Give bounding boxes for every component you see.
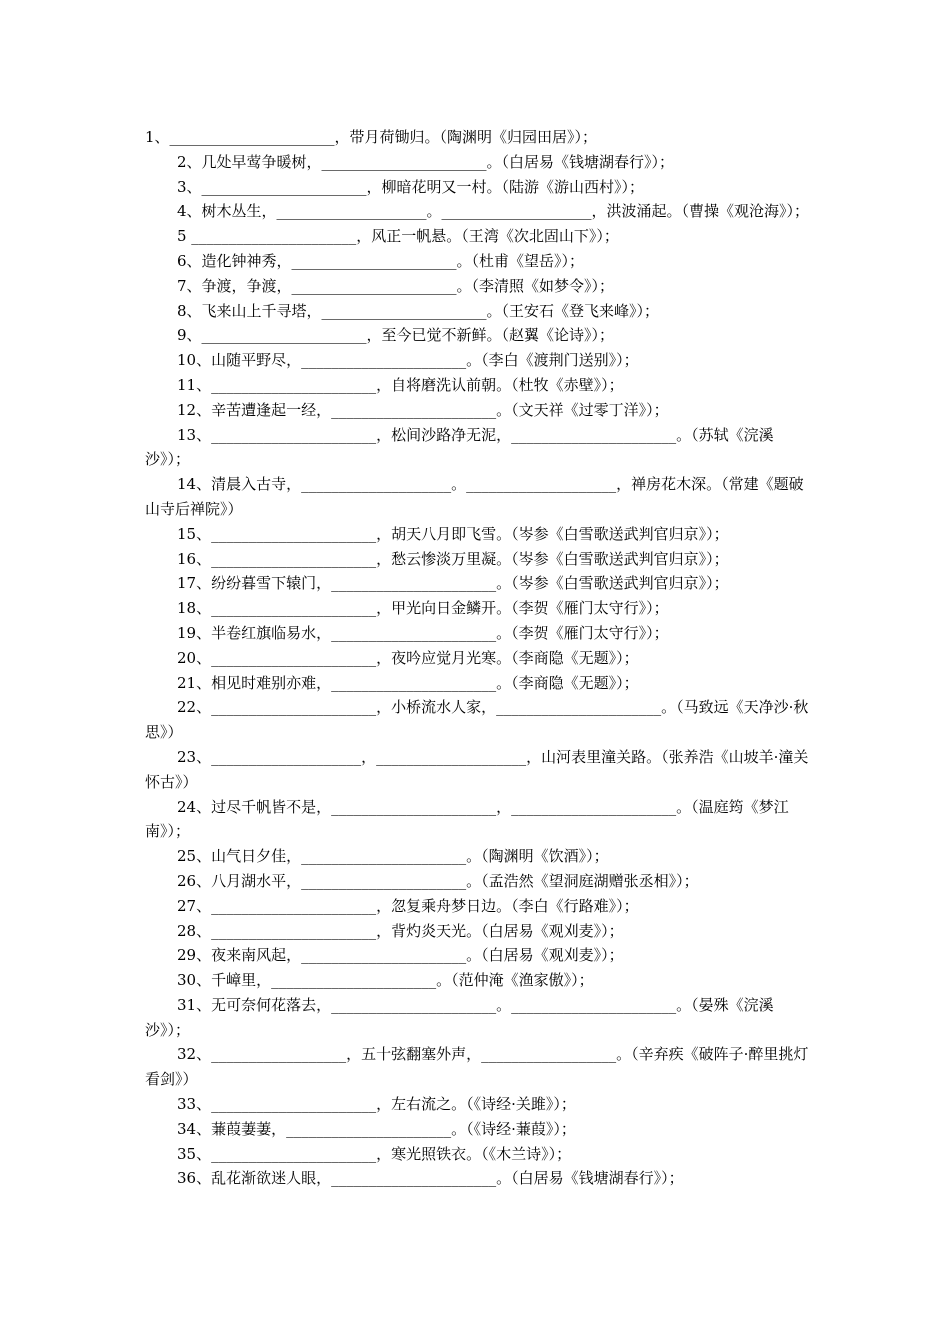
question-item-35: 35、______________________，寒光照铁衣。（《木兰诗》）； bbox=[177, 1144, 572, 1163]
question-item-20: 20、______________________，夜吟应觉月光寒。（李商隐《无题》）； bbox=[177, 648, 639, 667]
question-item-34: 34、蒹葭萋萋，______________________。（《诗经·蒹葭》）； bbox=[177, 1119, 576, 1138]
question-item-6: 6、造化钟神秀，______________________。（杜甫《望岳》）； bbox=[177, 251, 585, 270]
question-item-2: 2、几处早莺争暖树，______________________。（白居易《钱塘湖春行》）； bbox=[177, 152, 675, 171]
question-item-5: 5 ______________________，风正一帆悬。（王湾《次北固山下》）； bbox=[177, 227, 619, 246]
question-item-19: 19、半卷红旗临易水，______________________。（李贺《雁门太守行》）； bbox=[177, 623, 669, 642]
question-item-31: 31、无可奈何花落去，______________________。______________________。（晏殊《浣溪沙》）； bbox=[145, 995, 774, 1039]
question-item-10: 10、山随平野尽，______________________。（李白《渡荆门送别》）； bbox=[177, 351, 639, 370]
question-item-29: 29、夜来南风起，______________________。（白居易《观刈麦》）； bbox=[177, 946, 624, 965]
question-item-17: 17、纷纷暮雪下辕门，______________________。（岑参《白雪歌送武判官归京》）； bbox=[177, 574, 729, 593]
question-item-22: 22、______________________，小桥流水人家，______________________。（马致远《天净沙·秋思》） bbox=[145, 698, 809, 742]
question-item-21: 21、相见时难别亦难，______________________。（李商隐《无题》）； bbox=[177, 673, 639, 692]
question-item-26: 26、八月湖水平，______________________。（孟浩然《望洞庭湖赠张丞相》）； bbox=[177, 871, 699, 890]
question-item-14: 14、清晨入古寺，____________________。____________________，禅房花木深。（常建《题破山寺后禅院》） bbox=[145, 475, 804, 518]
question-item-3: 3、______________________，柳暗花明又一村。（陆游《游山西村》）； bbox=[177, 177, 645, 196]
question-item-33: 33、______________________，左右流之。（《诗经·关雎》）； bbox=[177, 1095, 576, 1114]
question-item-15: 15、______________________，胡天八月即飞雪。（岑参《白雪歌送武判官归京》）； bbox=[177, 524, 729, 543]
question-item-4: 4、树木丛生，____________________。____________________，洪波涌起。（曹操《观沧海》）； bbox=[177, 202, 810, 221]
question-list bbox=[145, 125, 810, 1191]
question-item-7: 7、争渡，争渡，______________________。（李清照《如梦令》）； bbox=[177, 276, 615, 295]
question-item-24: 24、过尽千帆皆不是，______________________，______________________。（温庭筠《梦江南》）； bbox=[145, 797, 789, 841]
question-item-1: 1、______________________，带月荷锄归。（陶渊明《归园田居》）； bbox=[145, 128, 598, 146]
question-item-25: 25、山气日夕佳，______________________。（陶渊明《饮酒》）； bbox=[177, 847, 609, 866]
question-item-30: 30、千嶂里，______________________。（范仲淹《渔家傲》）； bbox=[177, 971, 594, 990]
question-item-8: 8、飞来山上千寻塔，______________________。（王安石《登飞来峰》）； bbox=[177, 301, 660, 320]
question-item-11: 11、______________________，自将磨洗认前朝。（杜牧《赤壁》）； bbox=[177, 375, 624, 394]
question-item-32: 32、__________________，五十弦翻塞外声，__________________。（辛弃疾《破阵子·醉里挑灯看剑》） bbox=[145, 1045, 809, 1089]
question-item-18: 18、______________________，甲光向日金鳞开。（李贺《雁门太守行》）； bbox=[177, 599, 669, 618]
question-item-27: 27、______________________，忽复乘舟梦日边。（李白《行路难》）； bbox=[177, 896, 639, 915]
question-item-36: 36、乱花渐欲迷人眼，______________________。（白居易《钱塘湖春行》）； bbox=[177, 1169, 684, 1188]
question-item-23: 23、____________________，____________________，山河表里潼关路。（张养浩《山坡羊·潼关怀古》） bbox=[145, 747, 809, 791]
question-item-9: 9、______________________，至今已觉不新鲜。（赵翼《论诗》）； bbox=[177, 326, 615, 345]
question-item-12: 12、辛苦遭逢起一经，______________________。（文天祥《过零丁洋》）； bbox=[177, 400, 669, 419]
question-item-16: 16、______________________，愁云惨淡万里凝。（岑参《白雪歌送武判官归京》）； bbox=[177, 549, 729, 568]
question-item-13: 13、______________________，松间沙路净无泥，______________________。（苏轼《浣溪沙》）； bbox=[145, 425, 774, 469]
question-item-28: 28、______________________，背灼炎天光。（白居易《观刈麦》）； bbox=[177, 921, 624, 940]
